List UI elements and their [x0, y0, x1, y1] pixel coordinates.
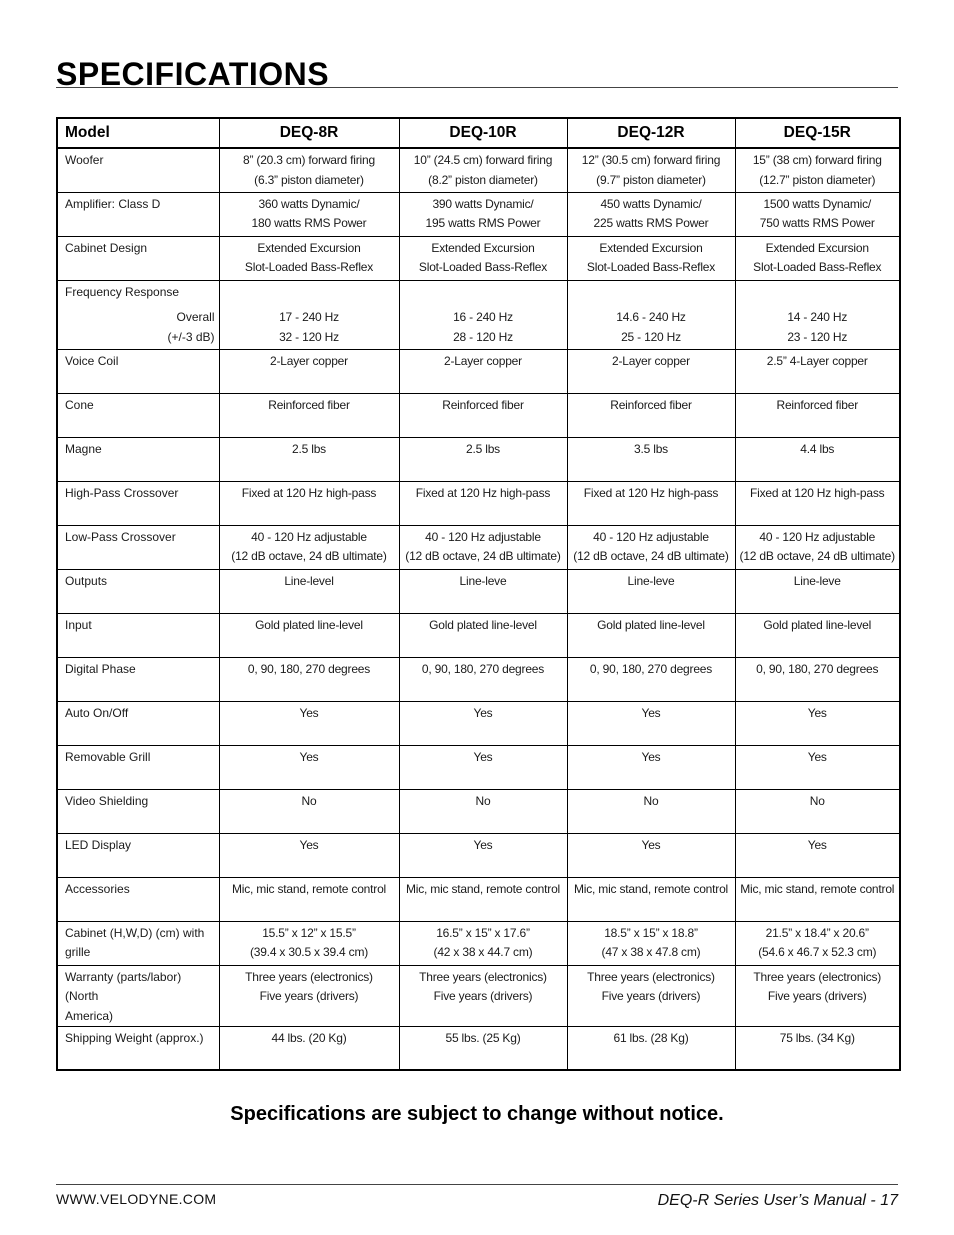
- table-cell: Extended Excursion Slot-Loaded Bass-Reflex: [735, 236, 900, 280]
- table-cell: 8” (20.3 cm) forward firing (6.3” piston diameter): [219, 148, 399, 192]
- table-cell: 2-Layer copper: [567, 349, 735, 393]
- table-cell: 0, 90, 180, 270 degrees: [567, 657, 735, 701]
- table-cell: Line-level: [219, 569, 399, 613]
- table-row-woofer: [57, 148, 900, 192]
- table-cell: 2-Layer copper: [399, 349, 567, 393]
- table-cell: Yes: [567, 833, 735, 877]
- table-cell: 16.5” x 15” x 17.6” (42 x 38 x 44.7 cm): [399, 921, 567, 965]
- table-cell: Mic, mic stand, remote control: [735, 877, 900, 921]
- table-cell: Gold plated line-level: [399, 613, 567, 657]
- table-cell: 10” (24.5 cm) forward firing (8.2” piston diameter): [399, 148, 567, 192]
- table-row-accessories: [57, 877, 900, 921]
- row-label: Cone: [57, 393, 219, 437]
- table-cell: Fixed at 120 Hz high-pass: [399, 481, 567, 525]
- row-label: Auto On/Off: [57, 701, 219, 745]
- row-label: Warranty (parts/labor) (North America): [57, 965, 219, 1027]
- row-label-sub: (+/-3 dB): [167, 329, 215, 344]
- table-header-row: [57, 118, 900, 148]
- table-cell: Gold plated line-level: [735, 613, 900, 657]
- table-cell: Gold plated line-level: [567, 613, 735, 657]
- table-cell: Yes: [735, 833, 900, 877]
- table-cell: Mic, mic stand, remote control: [567, 877, 735, 921]
- table-cell: 3.5 lbs: [567, 437, 735, 481]
- table-row-cabinet-dimensions: [57, 921, 900, 965]
- table-cell: Reinforced fiber: [219, 393, 399, 437]
- table-row-amplifier: [57, 192, 900, 236]
- row-label: Amplifier: Class D: [57, 192, 219, 236]
- table-row-outputs: [57, 569, 900, 613]
- table-row-cabinet-design: [57, 236, 900, 280]
- table-cell: Three years (electronics) Five years (drivers): [219, 965, 399, 1027]
- table-row-led-display: [57, 833, 900, 877]
- row-label: Input: [57, 613, 219, 657]
- table-cell: Extended Excursion Slot-Loaded Bass-Reflex: [567, 236, 735, 280]
- row-label: Low-Pass Crossover: [57, 525, 219, 569]
- table-cell: Fixed at 120 Hz high-pass: [219, 481, 399, 525]
- table-cell: 450 watts Dynamic/ 225 watts RMS Power: [567, 192, 735, 236]
- table-cell: 4.4 lbs: [735, 437, 900, 481]
- row-label: Removable Grill: [57, 745, 219, 789]
- table-cell: 1500 watts Dynamic/ 750 watts RMS Power: [735, 192, 900, 236]
- table-cell: 15.5” x 12” x 15.5” (39.4 x 30.5 x 39.4 cm): [219, 921, 399, 965]
- change-notice: Specifications are subject to change without notice.: [230, 1103, 724, 1125]
- header-model: Model: [57, 118, 219, 148]
- table-cell: Mic, mic stand, remote control: [399, 877, 567, 921]
- table-cell: 15” (38 cm) forward firing (12.7” piston diameter): [735, 148, 900, 192]
- table-row-cone: [57, 393, 900, 437]
- table-row-low-pass: [57, 525, 900, 569]
- header-deq-15r: DEQ-15R: [735, 118, 900, 148]
- row-label: LED Display: [57, 833, 219, 877]
- table-cell: 75 lbs. (34 Kg): [735, 1027, 900, 1070]
- table-cell: 14.6 - 240 Hz 25 - 120 Hz: [567, 280, 735, 349]
- header-deq-10r: DEQ-10R: [399, 118, 567, 148]
- row-label: Video Shielding: [57, 789, 219, 833]
- table-cell: 40 - 120 Hz adjustable (12 dB octave, 24 dB ultimate): [219, 525, 399, 569]
- row-label: Cabinet (H,W,D) (cm) with grille: [57, 921, 219, 965]
- table-cell: Three years (electronics) Five years (drivers): [735, 965, 900, 1027]
- table-row-high-pass: [57, 481, 900, 525]
- table-cell: Mic, mic stand, remote control: [219, 877, 399, 921]
- row-label-sub: Overall: [176, 310, 215, 324]
- table-cell: 2.5” 4-Layer copper: [735, 349, 900, 393]
- table-cell: 2.5 lbs: [219, 437, 399, 481]
- table-cell: Three years (electronics) Five years (drivers): [399, 965, 567, 1027]
- header-deq-12r: DEQ-12R: [567, 118, 735, 148]
- title-divider: [56, 87, 898, 88]
- table-cell: 21.5” x 18.4” x 20.6” (54.6 x 46.7 x 52.3 cm): [735, 921, 900, 965]
- table-row-auto-on-off: [57, 701, 900, 745]
- table-row-digital-phase: [57, 657, 900, 701]
- table-cell: Line-leve: [735, 569, 900, 613]
- table-cell: Three years (electronics) Five years (drivers): [567, 965, 735, 1027]
- table-cell: Yes: [399, 745, 567, 789]
- table-cell: 360 watts Dynamic/ 180 watts RMS Power: [219, 192, 399, 236]
- table-cell: 40 - 120 Hz adjustable (12 dB octave, 24 dB ultimate): [567, 525, 735, 569]
- table-cell: 18.5” x 15” x 18.8” (47 x 38 x 47.8 cm): [567, 921, 735, 965]
- table-cell: 390 watts Dynamic/ 195 watts RMS Power: [399, 192, 567, 236]
- table-cell: 17 - 240 Hz 32 - 120 Hz: [219, 280, 399, 349]
- table-cell: Reinforced fiber: [567, 393, 735, 437]
- header-deq-8r: DEQ-8R: [219, 118, 399, 148]
- footer-page-label: DEQ-R Series User’s Manual - 17: [657, 1192, 898, 1209]
- table-row-warranty: [57, 965, 900, 1027]
- table-cell: 61 lbs. (28 Kg): [567, 1027, 735, 1070]
- table-cell: Yes: [567, 701, 735, 745]
- table-cell: Extended Excursion Slot-Loaded Bass-Reflex: [219, 236, 399, 280]
- table-row-input: [57, 613, 900, 657]
- table-cell: Gold plated line-level: [219, 613, 399, 657]
- row-label: High-Pass Crossover: [57, 481, 219, 525]
- table-row-shipping-weight: [57, 1027, 900, 1070]
- table-row-magne: [57, 437, 900, 481]
- table-cell: Reinforced fiber: [735, 393, 900, 437]
- table-row-voice-coil: [57, 349, 900, 393]
- table-cell: 14 - 240 Hz 23 - 120 Hz: [735, 280, 900, 349]
- table-row-video-shielding: [57, 789, 900, 833]
- page-title: SPECIFICATIONS: [56, 56, 330, 92]
- table-cell: 40 - 120 Hz adjustable (12 dB octave, 24 dB ultimate): [735, 525, 900, 569]
- table-cell: No: [399, 789, 567, 833]
- table-cell: Line-leve: [399, 569, 567, 613]
- row-label: Accessories: [57, 877, 219, 921]
- table-cell: No: [567, 789, 735, 833]
- table-cell: 44 lbs. (20 Kg): [219, 1027, 399, 1070]
- table-cell: 0, 90, 180, 270 degrees: [219, 657, 399, 701]
- footer-website: WWW.VELODYNE.COM: [56, 1191, 217, 1207]
- table-row-removable-grill: [57, 745, 900, 789]
- table-cell: Fixed at 120 Hz high-pass: [567, 481, 735, 525]
- specifications-table: [56, 117, 901, 1071]
- table-cell: 2-Layer copper: [219, 349, 399, 393]
- row-label: Magne: [57, 437, 219, 481]
- table-cell: 40 - 120 Hz adjustable (12 dB octave, 24 dB ultimate): [399, 525, 567, 569]
- table-cell: No: [219, 789, 399, 833]
- table-cell: Reinforced fiber: [399, 393, 567, 437]
- row-label: Cabinet Design: [57, 236, 219, 280]
- table-cell: 0, 90, 180, 270 degrees: [735, 657, 900, 701]
- table-cell: Yes: [219, 701, 399, 745]
- row-label: Digital Phase: [57, 657, 219, 701]
- table-cell: Line-leve: [567, 569, 735, 613]
- row-label: Voice Coil: [57, 349, 219, 393]
- table-cell: 12” (30.5 cm) forward firing (9.7” piston diameter): [567, 148, 735, 192]
- table-cell: Yes: [567, 745, 735, 789]
- table-cell: No: [735, 789, 900, 833]
- footer-divider: [56, 1184, 898, 1185]
- table-cell: 16 - 240 Hz 28 - 120 Hz: [399, 280, 567, 349]
- table-cell: Yes: [399, 701, 567, 745]
- row-label: Woofer: [57, 148, 219, 192]
- row-label: Outputs: [57, 569, 219, 613]
- table-cell: Yes: [219, 745, 399, 789]
- row-label: Shipping Weight (approx.): [57, 1027, 219, 1070]
- table-cell: Yes: [735, 745, 900, 789]
- table-cell: Yes: [399, 833, 567, 877]
- table-row-frequency-response: [57, 280, 900, 349]
- table-cell: 0, 90, 180, 270 degrees: [399, 657, 567, 701]
- table-cell: 2.5 lbs: [399, 437, 567, 481]
- table-cell: 55 lbs. (25 Kg): [399, 1027, 567, 1070]
- table-cell: Extended Excursion Slot-Loaded Bass-Reflex: [399, 236, 567, 280]
- table-cell: Yes: [735, 701, 900, 745]
- row-label-main: Frequency Response: [65, 284, 180, 299]
- table-cell: Fixed at 120 Hz high-pass: [735, 481, 900, 525]
- row-label: [57, 280, 219, 349]
- table-cell: Yes: [219, 833, 399, 877]
